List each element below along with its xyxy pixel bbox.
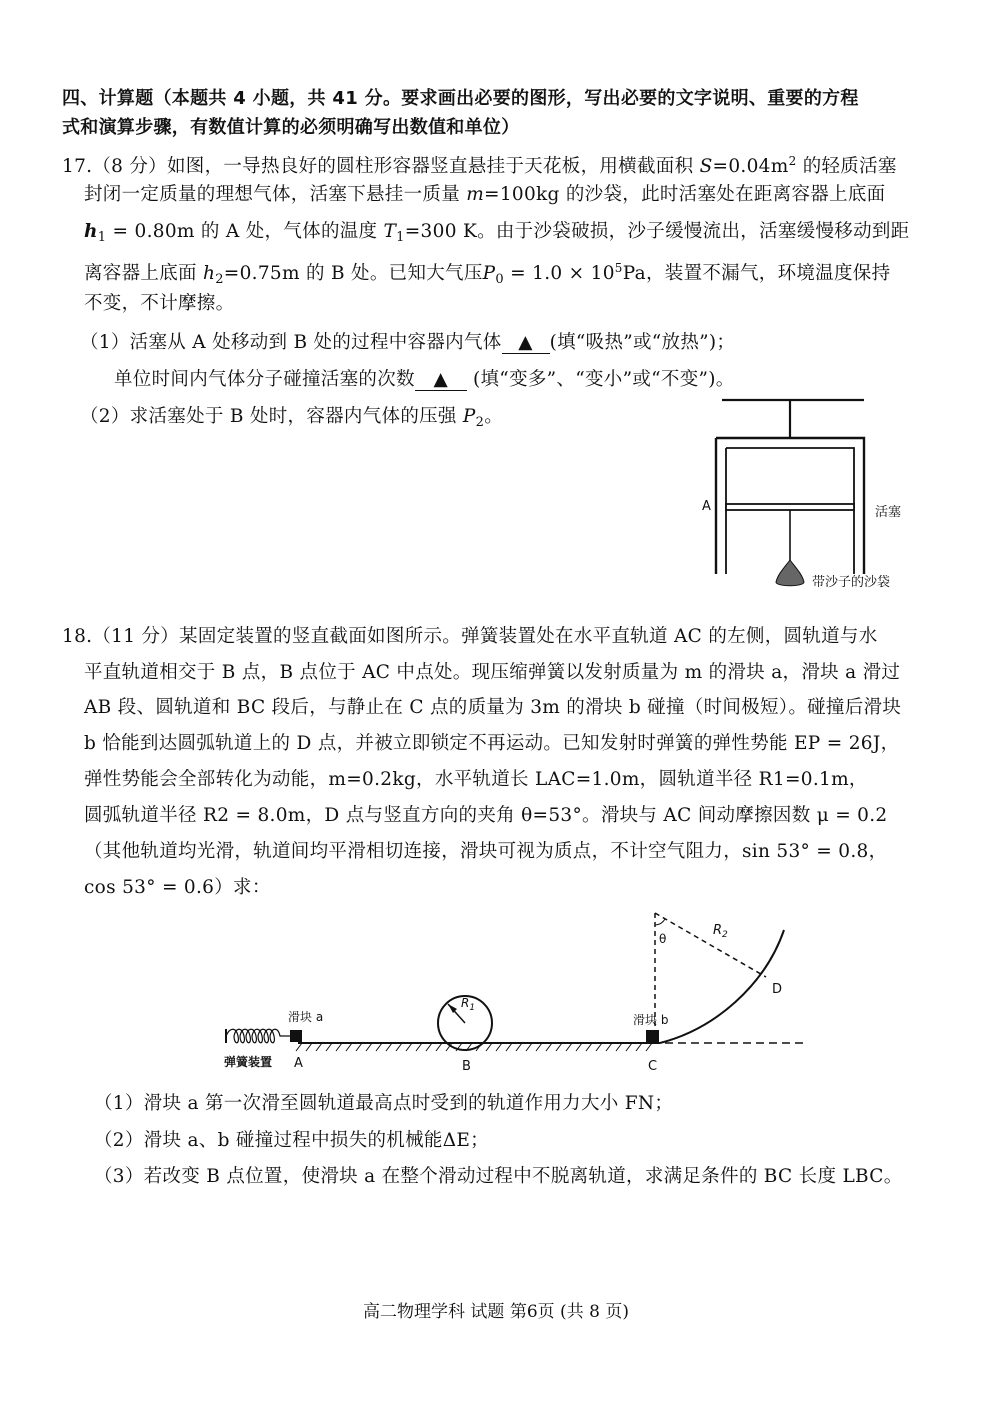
label-a: A bbox=[702, 499, 711, 514]
q17-line1: 17.（8 分）如图，一导热良好的圆柱形容器竖直悬挂于天花板，用横截面积 $S=0.04m^2$ 的轻质活塞 bbox=[62, 154, 897, 177]
q17-line2: 封闭一定质量的理想气体，活塞下悬挂一质量 m=100kg 的沙袋，此时活塞处在距离容器上底面 bbox=[84, 184, 886, 205]
q18-line1: 18.（11 分）某固定装置的竖直截面如图所示。弹簧装置处在水平直轨道 AC 的左侧，圆轨道与水 bbox=[62, 626, 878, 647]
section-heading-line1: 四、计算题（本题共 4 小题，共 41 分。要求画出必要的图形，写出必要的文字说明、重要的方程 bbox=[62, 88, 859, 109]
label-point-c: C bbox=[648, 1059, 658, 1074]
cylinder-figure bbox=[690, 392, 920, 597]
piston bbox=[726, 504, 854, 510]
q17-part1: （1）活塞从 A 处移动到 B 处的过程中容器内气体 ▲ (填“吸热”或“放热”)； bbox=[80, 332, 736, 353]
sandbag bbox=[776, 560, 804, 586]
q17-part2: （2）求活塞处于 B 处时，容器内气体的压强 $P_2$。 bbox=[80, 406, 504, 430]
q18-line3: AB 段、圆轨道和 BC 段后，与静止在 C 点的质量为 3m 的滑块 b 碰撞（时间极短）。碰撞后滑块 bbox=[84, 697, 902, 718]
page-footer: 高二物理学科 试题 第6页 (共 8 页) bbox=[363, 1302, 629, 1322]
q18-line2: 平直轨道相交于 B 点，B 点位于 AC 中点处。现压缩弹簧以发射质量为 m 的滑块 a，滑块 a 滑过 bbox=[84, 662, 901, 683]
label-point-b: B bbox=[462, 1059, 471, 1074]
r2-dashed bbox=[655, 913, 766, 977]
q17-line4: 离容器上底面 $h_2=0.75m$ 的 B 处。已知大气压$P_0 = 1.0 \times 10^5Pa$，装置不漏气，环境温度保持 bbox=[84, 261, 891, 287]
q18-line5: 弹性势能会全部转化为动能，m=0.2kg，水平轨道长 LAC=1.0m，圆轨道半径 R1=0.1m， bbox=[84, 769, 868, 790]
label-slider-a: 滑块 a bbox=[288, 1010, 324, 1024]
section-heading-line2: 式和演算步骤，有数值计算的必须明确写出数值和单位） bbox=[62, 117, 520, 138]
theta-arc bbox=[655, 919, 665, 925]
q18-part2: （2）滑块 a、b 碰撞过程中损失的机械能ΔE； bbox=[94, 1130, 489, 1151]
q18-part1: （1）滑块 a 第一次滑至圆轨道最高点时受到的轨道作用力大小 FN； bbox=[94, 1093, 674, 1114]
track-figure bbox=[210, 905, 820, 1085]
q18-part3: （3）若改变 B 点位置，使滑块 a 在整个滑动过程中不脱离轨道，求满足条件的 BC 长度 LBC。 bbox=[94, 1166, 903, 1187]
slider-a bbox=[290, 1030, 302, 1042]
label-slider-b: 滑块 b bbox=[633, 1013, 669, 1027]
q17-part1-cont: 单位时间内气体分子碰撞活塞的次数 ▲ (填“变多”、“变小”或“不变”)。 bbox=[114, 369, 735, 390]
label-spring-device: 弹簧装置 bbox=[224, 1055, 273, 1069]
spring-coil bbox=[226, 1029, 290, 1043]
label-piston: 活塞 bbox=[875, 505, 902, 520]
answer-blank-2: ▲ bbox=[415, 370, 467, 391]
label-point-a: A bbox=[294, 1056, 303, 1071]
q18-line8: cos 53° = 0.6）求： bbox=[84, 877, 271, 898]
ground-hatching bbox=[296, 1043, 652, 1051]
q18-line6: 圆弧轨道半径 R2 = 8.0m，D 点与竖直方向的夹角 θ=53°。滑块与 AC 间动摩擦因数 μ = 0.2 bbox=[84, 805, 888, 826]
answer-blank-1: ▲ bbox=[502, 333, 550, 354]
arc-track bbox=[660, 930, 784, 1043]
q17-line3: $h_1 = 0.80m$ 的 A 处，气体的温度 $T_1=300$ K。由于沙袋破损，沙子缓慢流出，活塞缓慢移动到距 bbox=[84, 221, 910, 245]
q17-line5: 不变，不计摩擦。 bbox=[84, 293, 235, 314]
label-theta: θ bbox=[659, 932, 667, 946]
label-r2: $R_2$ bbox=[713, 923, 728, 940]
q18-line7: （其他轨道均光滑，轨道间均平滑相切连接，滑块可视为质点，不计空气阻力，sin 53° = 0.8， bbox=[84, 841, 888, 862]
label-r1: $R_1$ bbox=[461, 996, 476, 1013]
slider-b bbox=[646, 1030, 659, 1043]
label-point-d: D bbox=[772, 982, 783, 997]
q18-line4: b 恰能到达圆弧轨道上的 D 点，并被立即锁定不再运动。已知发射时弹簧的弹性势能 EP = 26J， bbox=[84, 733, 900, 754]
label-sandbag: 带沙子的沙袋 bbox=[812, 575, 891, 590]
